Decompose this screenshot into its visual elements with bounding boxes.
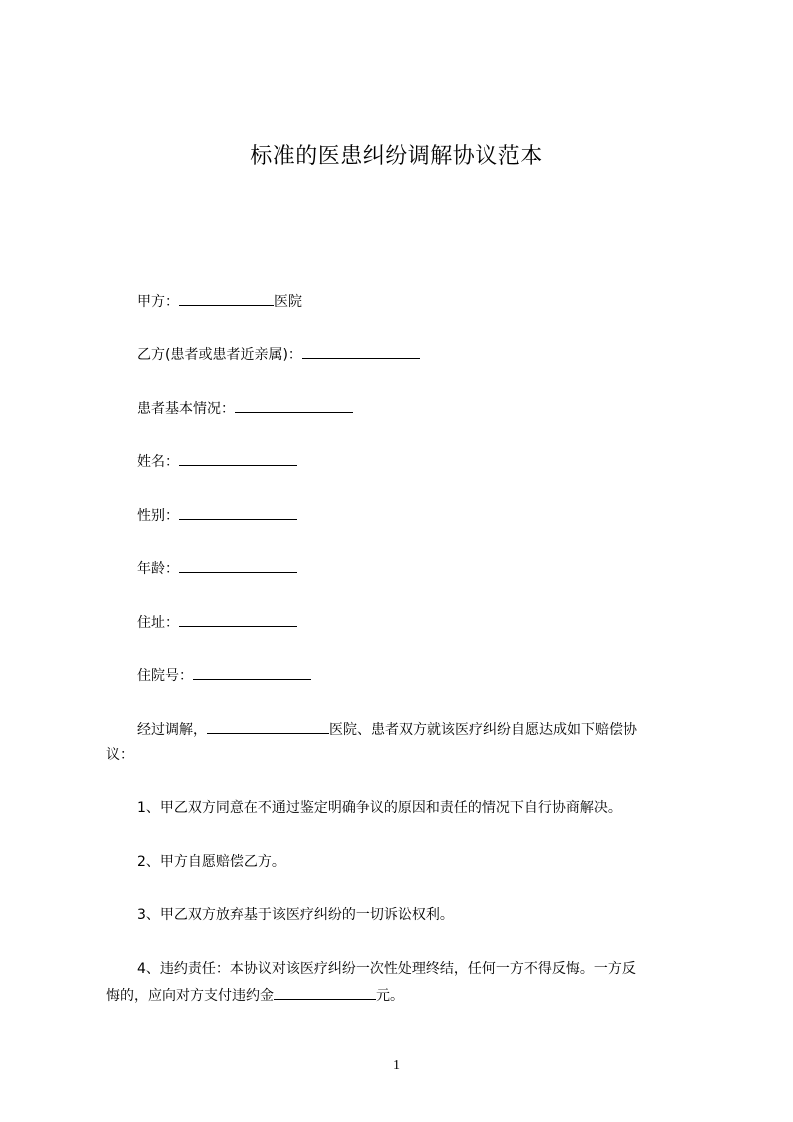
- intro-suffix: 医院、患者双方就该医疗纠纷自愿达成如下赔偿协: [329, 722, 637, 738]
- gender-line: [137, 504, 297, 527]
- patient-info-label: 患者基本情况：: [137, 401, 235, 417]
- intro-blank: [207, 718, 329, 734]
- clause-3: 3、甲乙双方放弃基于该医疗纠纷的一切诉讼权利。: [137, 907, 454, 923]
- party-a-suffix: 医院: [274, 294, 302, 310]
- name-line: [137, 450, 297, 473]
- party-a-label: 甲方：: [137, 294, 179, 310]
- document-title: 标准的医患纠纷调解协议范本: [250, 144, 543, 169]
- age-label: 年龄：: [137, 561, 179, 577]
- gender-blank: [179, 504, 297, 520]
- clause-4-line-1: 4、违约责任：本协议对该医疗纠纷一次性处理终结，任何一方不得反悔。一方反: [137, 961, 636, 977]
- admission-no-label: 住院号：: [137, 668, 193, 684]
- intro-prefix: 经过调解，: [137, 722, 207, 738]
- admission-no-line: [137, 664, 311, 687]
- patient-info-line: [137, 397, 353, 420]
- address-label: 住址：: [137, 615, 179, 631]
- party-a-blank: [179, 290, 274, 306]
- name-blank: [179, 450, 297, 466]
- clause-1: 1、甲乙双方同意在不通过鉴定明确争议的原因和责任的情况下自行协商解决。: [137, 800, 622, 816]
- age-line: [137, 557, 297, 580]
- intro-line-1: [137, 718, 637, 741]
- party-a-line: [137, 290, 302, 313]
- admission-no-blank: [193, 664, 311, 680]
- intro-line-2: 议：: [106, 747, 134, 763]
- address-line: [137, 611, 297, 634]
- clause-4-suffix: 元。: [376, 988, 404, 1004]
- patient-info-blank: [235, 397, 353, 413]
- clause-4-prefix: 悔的，应向对方支付违约金: [106, 988, 274, 1004]
- party-b-blank: [302, 343, 420, 359]
- party-b-label: 乙方(患者或患者近亲属)：: [137, 347, 302, 363]
- party-b-line: [137, 343, 420, 366]
- gender-label: 性别：: [137, 508, 179, 524]
- clause-2: 2、甲方自愿赔偿乙方。: [137, 854, 286, 870]
- page-number: 1: [393, 1058, 400, 1073]
- address-blank: [179, 611, 297, 627]
- penalty-blank: [274, 984, 376, 1000]
- name-label: 姓名：: [137, 454, 179, 470]
- clause-4-line-2: [106, 984, 404, 1007]
- age-blank: [179, 557, 297, 573]
